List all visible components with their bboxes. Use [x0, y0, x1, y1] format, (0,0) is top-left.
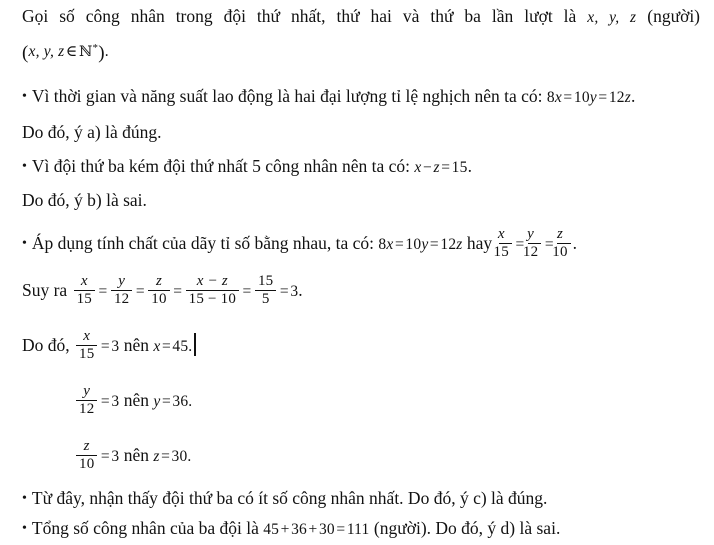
- fraction-numerator: y: [118, 273, 126, 289]
- ratio-value: 3: [111, 392, 120, 410]
- fraction-denominator: 10: [557, 243, 570, 261]
- fraction-denominator: 15 − 10: [186, 290, 239, 308]
- fraction-denominator: 15: [74, 290, 95, 308]
- bullet-item-1: [22, 88, 635, 106]
- fraction-numerator: y: [83, 383, 91, 399]
- fraction-denominator: 12: [528, 243, 541, 261]
- fraction-denominator: 15: [76, 345, 97, 363]
- result-line-z: [22, 440, 192, 473]
- do-do-label: Do đó,: [22, 334, 70, 355]
- bullet-3-period: .: [572, 232, 578, 253]
- domain-condition-math: [22, 42, 109, 64]
- bullet-3-text: Áp dụng tính chất của dãy tỉ số bằng nhau, ta có:: [31, 232, 375, 253]
- fraction-denominator: 5: [255, 290, 276, 308]
- ratio-value: 3: [111, 337, 120, 355]
- bullet-item-5: [22, 520, 560, 538]
- ratio-value: 3: [111, 447, 120, 465]
- fraction-numerator: 15: [257, 273, 274, 289]
- result-value-y: y=36.: [153, 392, 193, 410]
- fraction-z-over-10: [76, 439, 97, 472]
- ratio-value: 3: [290, 282, 299, 300]
- fraction-x-over-15: [74, 274, 95, 307]
- fraction-numerator: z: [155, 273, 163, 289]
- fraction-numerator: x: [497, 226, 505, 242]
- bullet-icon: •: [22, 491, 27, 507]
- bullet-5-unit: (người).: [373, 518, 432, 538]
- fraction-y-over-12: [111, 274, 132, 307]
- bullet-1-text: Vì thời gian và năng suất lao động là hai đại lượng tỉ lệ nghịch nên ta có:: [31, 86, 543, 106]
- bullet-1-conclusion: Do đó, ý a) là đúng.: [22, 122, 162, 142]
- bullet-2-equation: x−z=15: [414, 159, 468, 176]
- nen-label: nên: [123, 389, 149, 410]
- bullet-2-text: Vì đội thứ ba kém đội thứ nhất 5 công nhân nên ta có:: [31, 156, 411, 176]
- domain-variables: x, y, z: [28, 43, 65, 60]
- fraction-denominator: 12: [76, 400, 97, 418]
- result-value-x: x=45.: [153, 337, 193, 355]
- bullet-1-equation: [547, 89, 631, 106]
- fraction-denominator: 10: [148, 290, 169, 308]
- intro-line-1-text: Gọi số công nhân trong đội thứ nhất, thứ hai và thứ ba lần lượt là: [22, 6, 577, 26]
- fraction-numerator: y: [527, 226, 535, 242]
- bullet-item-3: [22, 228, 577, 261]
- intro-line-1: [22, 8, 700, 26]
- natural-numbers-symbol: ℕ: [79, 44, 93, 60]
- fraction-x-over-15: [76, 329, 97, 362]
- equation-8x-10y-12z: 8x=10y=12z: [546, 89, 631, 106]
- bullet-1-period: .: [630, 86, 636, 106]
- intro-variables-math: x, y, z: [587, 9, 637, 26]
- result-line-x: [22, 330, 196, 363]
- bullet-2-period: .: [467, 156, 472, 176]
- suy-ra-period: .: [298, 279, 303, 300]
- bullet-3-connector: hay: [466, 232, 493, 253]
- element-of-symbol: ∈: [65, 43, 78, 60]
- bullet-item-4: [22, 490, 547, 508]
- bullet-5-text-prefix: Tổng số công nhân của ba đội là: [31, 518, 259, 538]
- bullet-item-2: [22, 158, 472, 176]
- fraction-y-over-12: [522, 226, 541, 260]
- suy-ra-line: [22, 275, 303, 308]
- close-paren: ): [98, 42, 105, 64]
- period: .: [104, 43, 109, 60]
- equation-z-over-10-equals-3: $\frac{z}{10}$ =3: [74, 448, 119, 465]
- fraction-numerator: z: [556, 226, 563, 242]
- bullet-4-text: Từ đây, nhận thấy đội thứ ba có ít số công nhân nhất. Do đó, ý c) là đúng.: [31, 488, 548, 508]
- bullet-2-conclusion: Do đó, ý b) là sai.: [22, 190, 147, 210]
- fraction-x-minus-z-over-15-minus-10: [186, 274, 239, 307]
- fraction-denominator: 15: [499, 243, 512, 261]
- bullet-icon: •: [22, 159, 27, 175]
- fraction-numerator: x: [80, 273, 88, 289]
- ratio-chain-fractions: $\frac{x}{15}$ = $\frac{y}{12}$ = $\frac{z}{10}$: [497, 236, 573, 253]
- bullet-icon: •: [22, 236, 27, 252]
- open-paren: (: [22, 42, 29, 64]
- star-superscript: *: [92, 42, 99, 55]
- intro-unit: (người): [647, 6, 701, 26]
- fraction-numerator: x − z: [196, 273, 228, 289]
- fraction-numerator: x: [83, 328, 91, 344]
- fraction-z-over-10: [552, 226, 570, 260]
- fraction-denominator: 12: [111, 290, 132, 308]
- bullet-5-sum-equation: 45+36+30=111: [263, 521, 370, 538]
- bullet-icon: •: [22, 89, 27, 105]
- result-value-z: z=30.: [153, 447, 192, 465]
- fraction-denominator: 10: [76, 455, 97, 473]
- fraction-z-over-10: [148, 274, 169, 307]
- nen-label: nên: [123, 444, 149, 465]
- text-cursor: [194, 333, 196, 356]
- result-line-y: [22, 385, 192, 418]
- intro-line-2: [22, 42, 109, 62]
- equation-x-over-15-equals-3: $\frac{x}{15}$ =3: [74, 338, 119, 355]
- bullet-3-equation: 8x=10y=12z: [378, 235, 463, 253]
- fraction-numerator: z: [83, 438, 90, 454]
- suy-ra-label: Suy ra: [22, 279, 68, 300]
- fraction-y-over-12: [76, 384, 97, 417]
- suy-ra-equation: $\frac{x}{15}$ = $\frac{y}{12}$ = $\frac{z}{10}$ = $\frac{x - z}{15 - 10}$ = $\frac{15}{5}$ =3: [72, 283, 299, 300]
- bullet-5-text-suffix: Do đó, ý d) là sai.: [435, 518, 561, 538]
- nen-label: nên: [123, 334, 149, 355]
- fraction-x-over-15: [493, 226, 512, 260]
- bullet-icon: •: [22, 521, 27, 537]
- equation-y-over-12-equals-3: $\frac{y}{12}$ =3: [74, 393, 119, 410]
- fraction-15-over-5: [255, 274, 276, 307]
